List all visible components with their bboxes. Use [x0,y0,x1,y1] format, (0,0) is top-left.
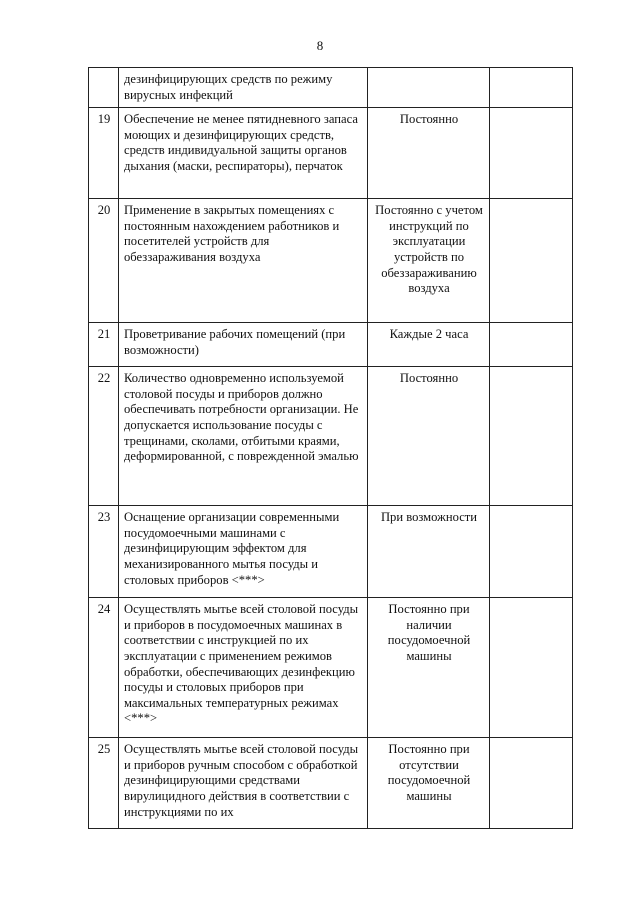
table-row [89,738,573,829]
row-description: Обеспечение не менее пятидневного запаса моющих и дезинфицирующих средств, средств индивидуальной защиты органов дыхания (маски, респираторы), перчаток [119,108,368,199]
row-number [89,68,119,108]
row-period: Постоянно [368,108,490,199]
table-row [89,199,573,323]
row-extra [490,199,573,323]
row-description: Применение в закрытых помещениях с постоянным нахождением работников и посетителей устройств для обеззараживания воздуха [119,199,368,323]
row-extra [490,506,573,598]
row-extra [490,367,573,506]
row-description: Оснащение организации современными посудомоечными машинами с дезинфицирующим эффектом для механизированного мытья посуды и столовых приборов <***> [119,506,368,598]
table-row [89,506,573,598]
row-period [368,68,490,108]
row-period: Постоянно с учетом инструкций по эксплуатации устройств по обеззараживанию воздуха [368,199,490,323]
row-number: 24 [89,598,119,738]
row-period: Каждые 2 часа [368,323,490,367]
row-extra [490,598,573,738]
table-row [89,323,573,367]
row-extra [490,68,573,108]
row-extra [490,738,573,829]
row-extra [490,108,573,199]
table-row [89,68,573,108]
table-row [89,108,573,199]
table-row [89,598,573,738]
row-number: 23 [89,506,119,598]
row-period: При возможности [368,506,490,598]
table-row [89,367,573,506]
row-period: Постоянно при наличии посудомоечной машины [368,598,490,738]
row-extra [490,323,573,367]
row-description: дезинфицирующих средств по режиму вирусных инфекций [119,68,368,108]
row-number: 20 [89,199,119,323]
row-number: 22 [89,367,119,506]
row-number: 19 [89,108,119,199]
row-period: Постоянно [368,367,490,506]
row-number: 21 [89,323,119,367]
row-number: 25 [89,738,119,829]
row-description: Осуществлять мытье всей столовой посуды и приборов ручным способом с обработкой дезинфицирующими средствами вирулицидного действия в соответствии с инструкциями по их [119,738,368,829]
row-period: Постоянно при отсутствии посудомоечной машины [368,738,490,829]
page-number: 8 [316,38,324,53]
row-description: Количество одновременно используемой столовой посуды и приборов должно обеспечивать потребности организации. Не допускается использование посуды с трещинами, сколами, отбитыми краями, деформированной, с поврежденной эмалью [119,367,368,506]
measures-table [88,67,573,829]
row-description: Осуществлять мытье всей столовой посуды и приборов в посудомоечных машинах в соответствии с инструкцией по их эксплуатации с применением режимов обработки, обеспечивающих дезинфекцию посуды и столовых приборов при максимальных температурных режимах <***> [119,598,368,738]
row-description: Проветривание рабочих помещений (при возможности) [119,323,368,367]
